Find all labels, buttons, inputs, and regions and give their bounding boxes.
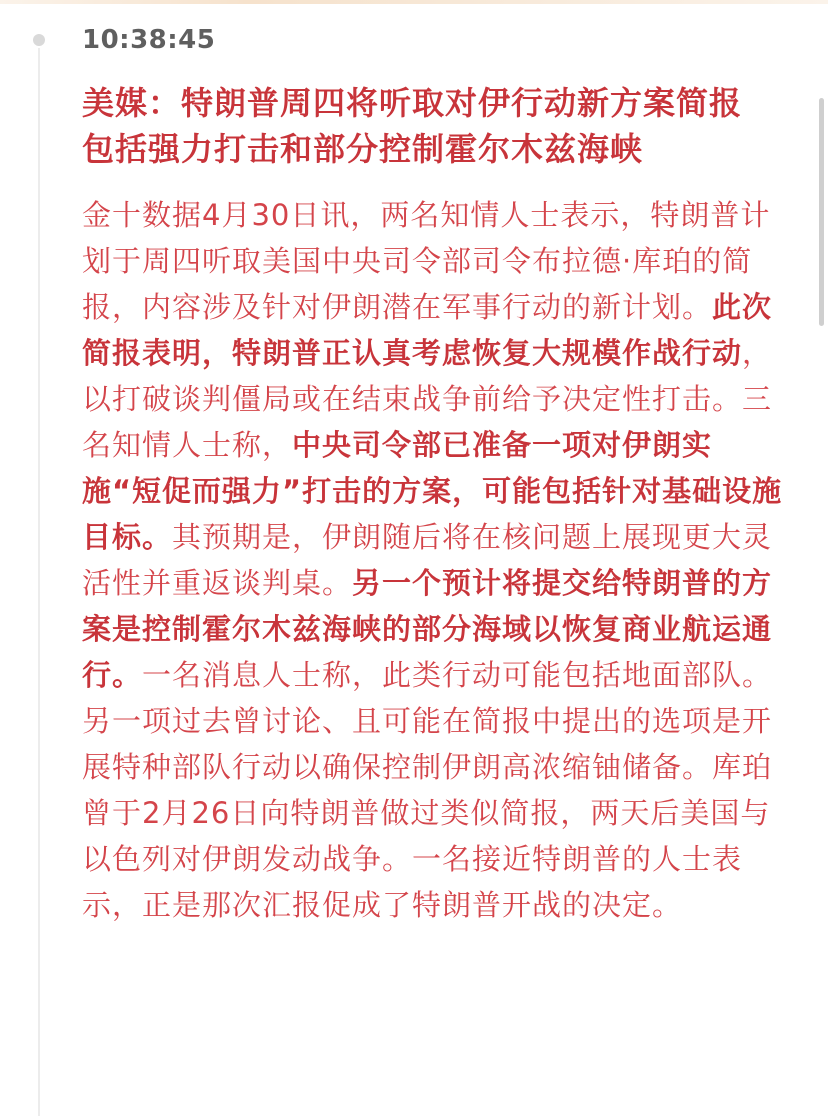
top-banner-strip	[0, 0, 828, 4]
scrollbar[interactable]	[819, 98, 824, 326]
news-headline[interactable]	[82, 80, 782, 172]
article-text-segment: 其预期是，伊朗随后将在核问题上展现更大灵活性并重返谈判桌。	[82, 520, 773, 600]
article-text-segment: 一名消息人士称，此类行动可能包括地面部队。另一项过去曾讨论、且可能在简报中提出的选项是开展特种部队行动以确保控制伊朗高浓缩铀储备。库珀曾于2月26日向特朗普做过类似简报，两天后美国与以色列对伊朗发动战争。一名接近特朗普的人士表示，正是那次汇报促成了特朗普开战的决定。	[82, 658, 773, 922]
article-highlight: 此次简报表明，特朗普正认真考虑恢复大规模作战行动	[82, 290, 773, 370]
timeline-line	[38, 48, 40, 1116]
headline-line-1: 美媒：特朗普周四将听取对伊行动新方案简报	[82, 84, 743, 122]
article-paragraph	[82, 192, 790, 928]
news-timestamp: 10:38:45	[82, 25, 216, 55]
article-text-segment: ，以打破谈判僵局或在结束战争前给予决定性打击。三名知情人士称，	[82, 336, 773, 462]
news-article-body	[82, 192, 790, 928]
article-text-segment: 金十数据4月30日讯，两名知情人士表示，特朗普计划于周四听取美国中央司令部司令布拉德·库珀的简报，内容涉及针对伊朗潜在军事行动的新计划。	[82, 198, 771, 324]
article-highlight: 中央司令部已准备一项对伊朗实施“短促而强力”打击的方案，可能包括针对基础设施目标。	[82, 428, 783, 554]
timeline-dot-icon	[33, 34, 45, 46]
headline-line-2: 包括强力打击和部分控制霍尔木兹海峡	[82, 130, 644, 168]
article-highlight: 另一个预计将提交给特朗普的方案是控制霍尔木兹海峡的部分海域以恢复商业航运通行。	[82, 566, 773, 692]
